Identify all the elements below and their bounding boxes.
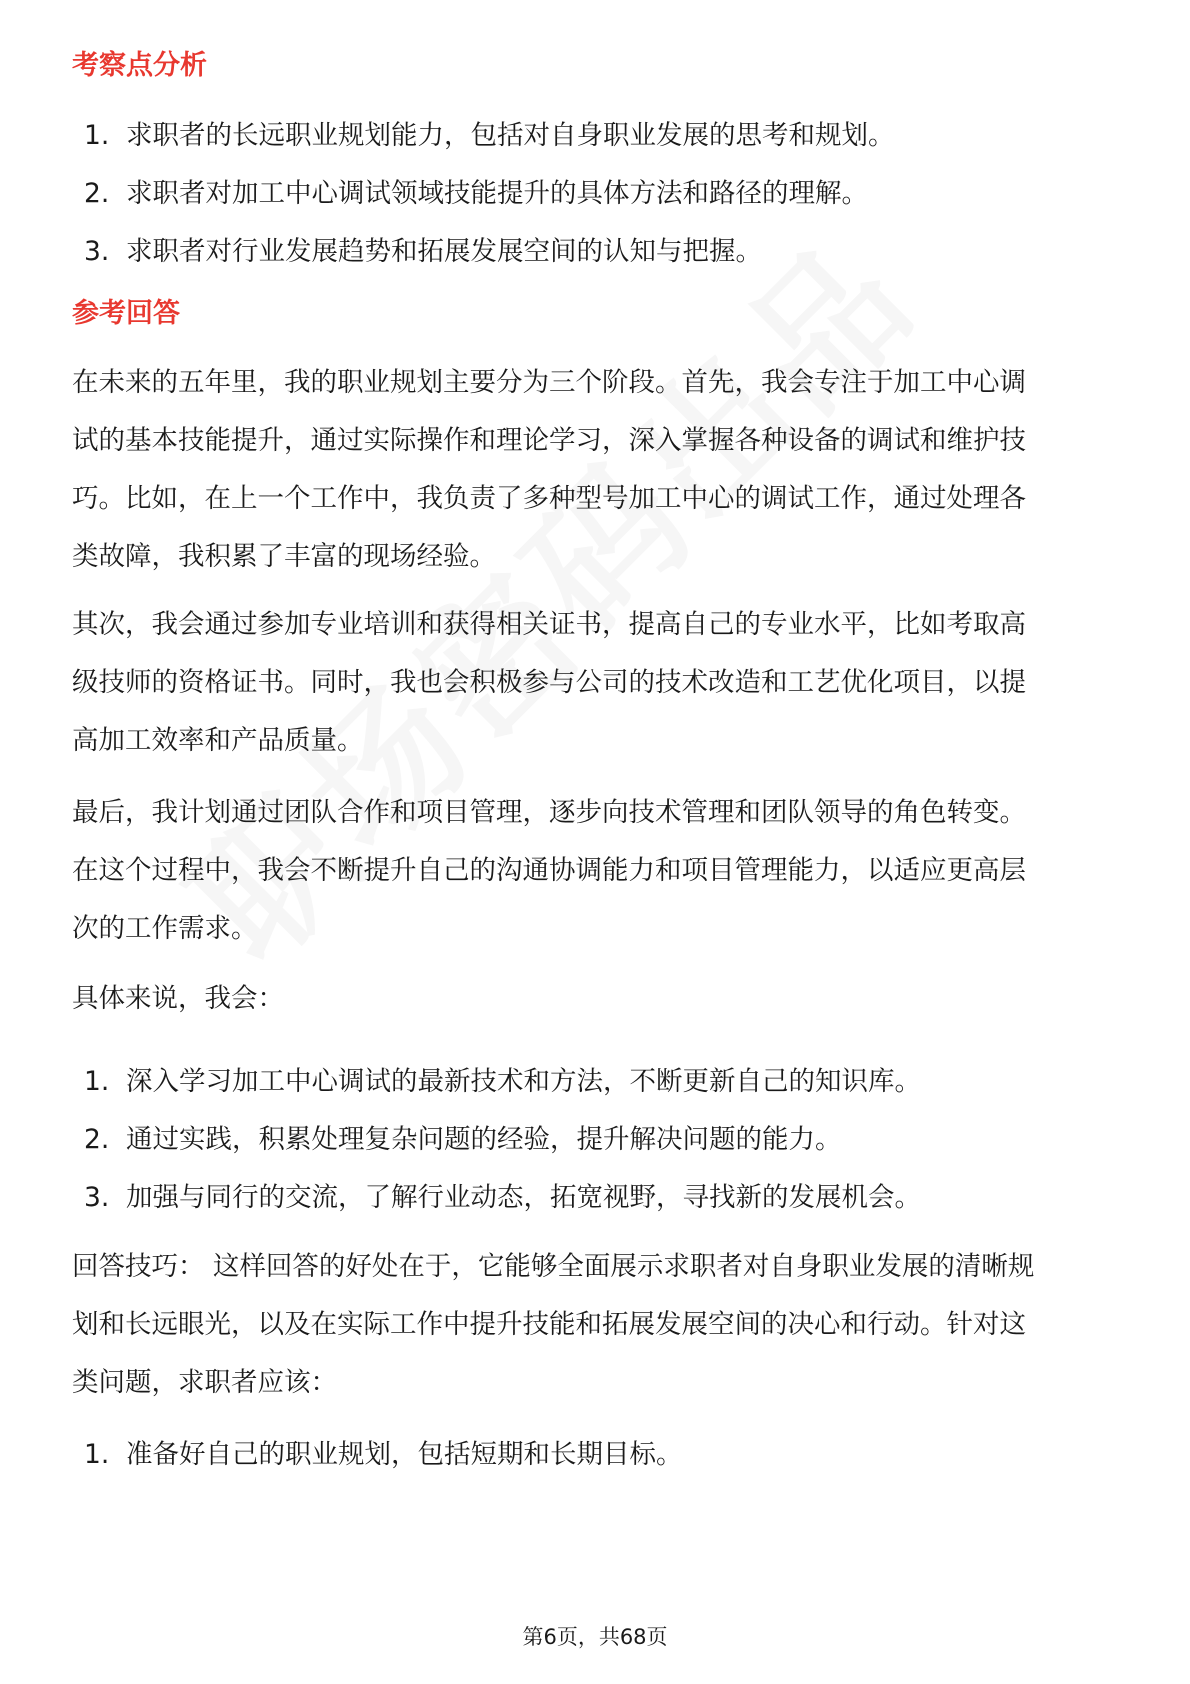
paragraph-line: 具体来说，我会： (72, 983, 284, 1014)
page-footer: 第6页，共68页 (522, 1625, 668, 1649)
section-title-answer: 参考回答 (72, 298, 180, 329)
tips-paragraph (72, 1238, 1122, 1412)
list-item (84, 107, 1114, 165)
paragraph-line: 巧。比如，在上一个工作中，我负责了多种型号加工中心的调试工作，通过处理各 (72, 483, 1026, 514)
paragraph-line: 类故障，我积累了丰富的现场经验。 (72, 541, 496, 572)
list-number: 1. (84, 120, 110, 151)
tips-list (84, 1426, 1114, 1484)
list-item (84, 1111, 1114, 1169)
list-number: 3. (84, 1182, 110, 1213)
answer-paragraph-3 (72, 784, 1122, 958)
paragraph-line: 划和长远眼光，以及在实际工作中提升技能和拓展发展空间的决心和行动。针对这 (72, 1309, 1026, 1340)
section-title-analysis: 考察点分析 (72, 50, 207, 81)
list-item-text: 求职者对加工中心调试领域技能提升的具体方法和路径的理解。 (126, 178, 868, 209)
paragraph-line: 在未来的五年里，我的职业规划主要分为三个阶段。首先，我会专注于加工中心调 (72, 367, 1026, 398)
list-item (84, 223, 1114, 281)
answer-paragraph-2 (72, 596, 1122, 770)
list-item-text: 加强与同行的交流，了解行业动态，拓宽视野，寻找新的发展机会。 (126, 1182, 921, 1213)
answer-list (84, 1053, 1114, 1227)
paragraph-line: 最后，我计划通过团队合作和项目管理，逐步向技术管理和团队领导的角色转变。 (72, 797, 1026, 828)
paragraph-line: 类问题，求职者应该： (72, 1367, 337, 1398)
list-number: 1. (84, 1066, 110, 1097)
paragraph-line: 次的工作需求。 (72, 913, 258, 944)
list-item (84, 1169, 1114, 1227)
list-item-text: 深入学习加工中心调试的最新技术和方法，不断更新自己的知识库。 (126, 1066, 921, 1097)
list-item-text: 通过实践，积累处理复杂问题的经验，提升解决问题的能力。 (126, 1124, 842, 1155)
list-number: 3. (84, 236, 110, 267)
paragraph-line: 级技师的资格证书。同时，我也会积极参与公司的技术改造和工艺优化项目，以提 (72, 667, 1026, 698)
answer-paragraph-4 (72, 970, 1122, 1028)
answer-paragraph-1 (72, 354, 1122, 586)
analysis-list (84, 107, 1114, 281)
list-item (84, 1426, 1114, 1484)
list-number: 1. (84, 1439, 110, 1470)
list-item (84, 165, 1114, 223)
list-number: 2. (84, 1124, 110, 1155)
list-item (84, 1053, 1114, 1111)
paragraph-line: 在这个过程中，我会不断提升自己的沟通协调能力和项目管理能力，以适应更高层 (72, 855, 1026, 886)
list-number: 2. (84, 178, 110, 209)
list-item-text: 求职者的长远职业规划能力，包括对自身职业发展的思考和规划。 (126, 120, 895, 151)
paragraph-line: 高加工效率和产品质量。 (72, 725, 364, 756)
paragraph-line: 试的基本技能提升，通过实际操作和理论学习，深入掌握各种设备的调试和维护技 (72, 425, 1026, 456)
paragraph-line: 其次，我会通过参加专业培训和获得相关证书，提高自己的专业水平，比如考取高 (72, 609, 1026, 640)
list-item-text: 求职者对行业发展趋势和拓展发展空间的认知与把握。 (126, 236, 762, 267)
paragraph-line: 回答技巧： 这样回答的好处在于，它能够全面展示求职者对自身职业发展的清晰规 (72, 1251, 1035, 1282)
list-item-text: 准备好自己的职业规划，包括短期和长期目标。 (126, 1439, 683, 1470)
